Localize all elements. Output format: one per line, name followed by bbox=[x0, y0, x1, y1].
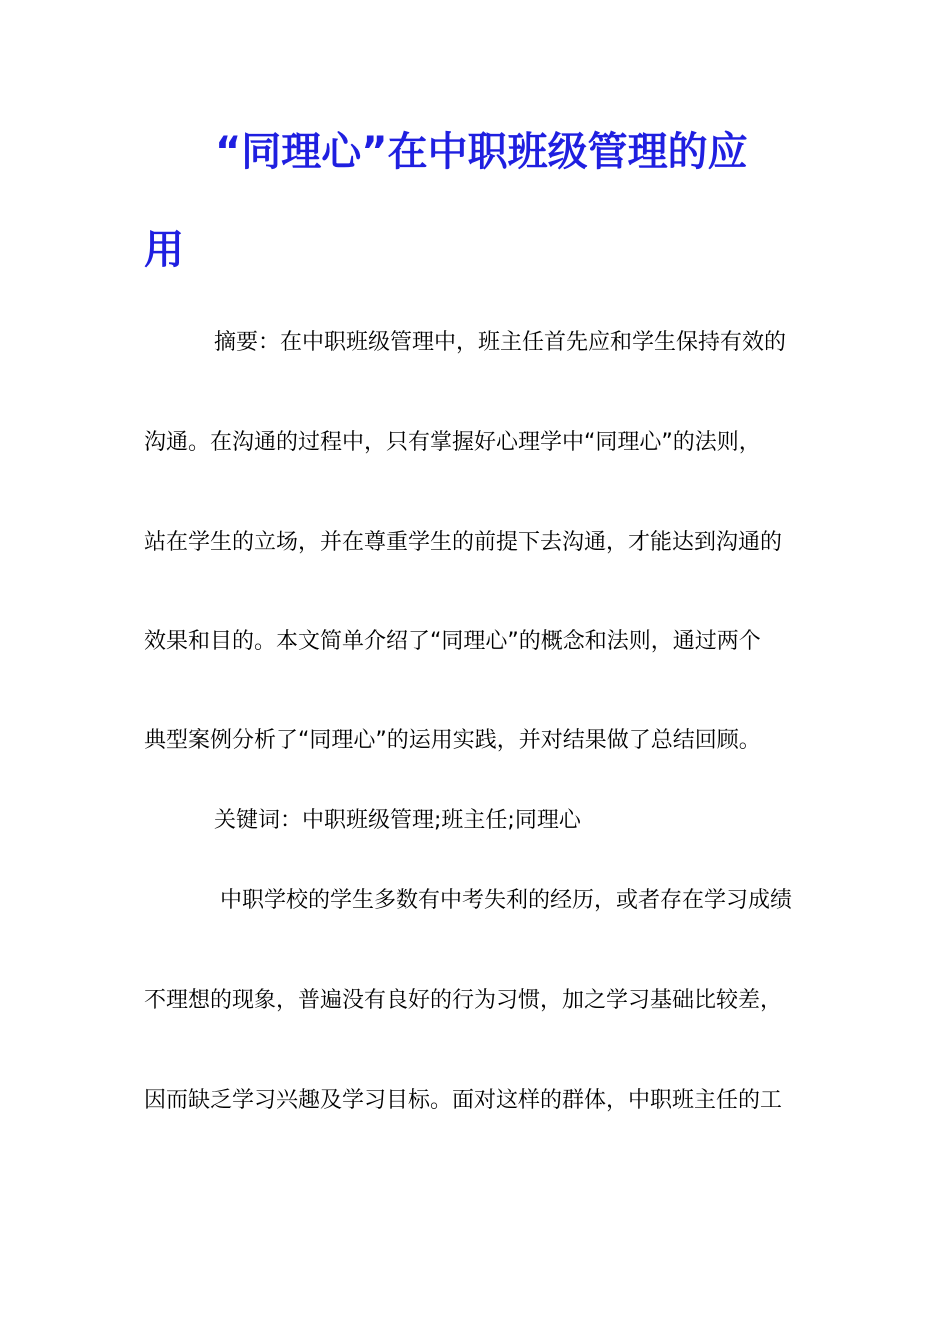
body-line-2: 不理想的现象，普遍没有良好的行为习惯，加之学习基础比较差， bbox=[144, 988, 783, 1013]
abstract-line-3: 站在学生的立场，并在尊重学生的前提下去沟通，才能达到沟通的 bbox=[144, 530, 783, 555]
abstract-line-2: 沟通。在沟通的过程中，只有掌握好心理学中“同理心”的法则， bbox=[144, 430, 761, 455]
abstract-line-1: 摘要：在中职班级管理中，班主任首先应和学生保持有效的 bbox=[214, 330, 787, 355]
body-line-1: 中职学校的学生多数有中考失利的经历，或者存在学习成绩 bbox=[220, 888, 793, 913]
document-title-line-2: 用 bbox=[144, 227, 184, 273]
abstract-line-5: 典型案例分析了“同理心”的运用实践，并对结果做了总结回顾。 bbox=[144, 728, 761, 753]
keywords-line: 关键词：中职班级管理;班主任;同理心 bbox=[214, 808, 581, 833]
body-line-3: 因而缺乏学习兴趣及学习目标。面对这样的群体，中职班主任的工 bbox=[144, 1088, 783, 1113]
abstract-line-4: 效果和目的。本文简单介绍了“同理心”的概念和法则，通过两个 bbox=[144, 629, 761, 654]
document-title-line-1: “同理心”在中职班级管理的应 bbox=[215, 129, 748, 175]
